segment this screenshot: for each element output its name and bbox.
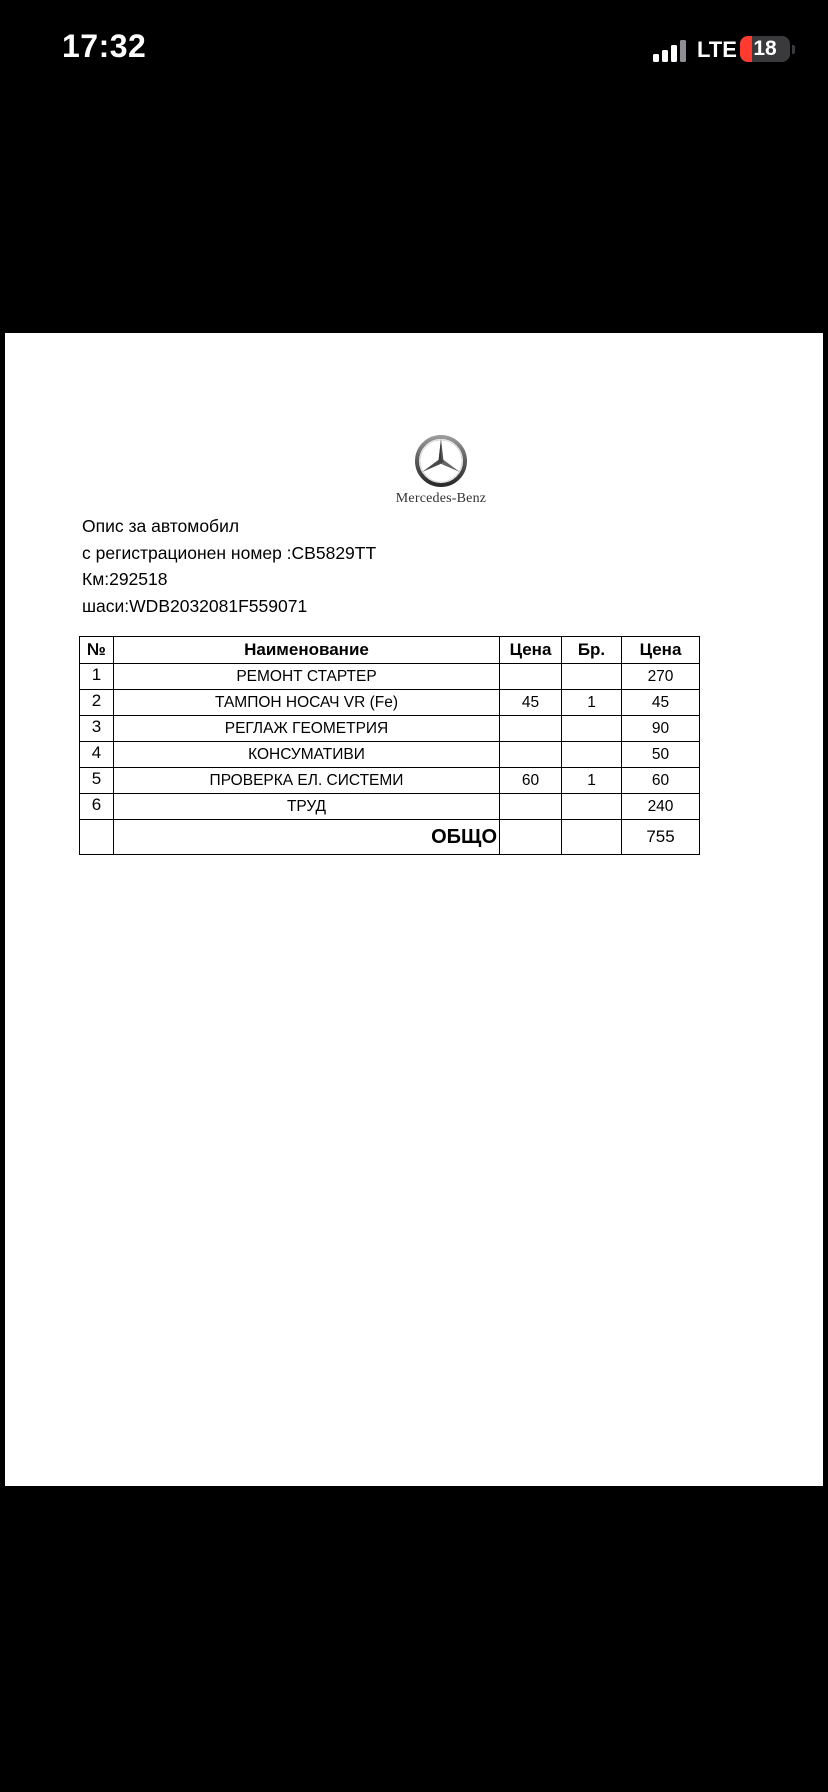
row-quantity	[562, 742, 622, 768]
vehicle-info	[82, 513, 376, 619]
brand-name: Mercedes-Benz	[395, 491, 487, 506]
battery-icon	[740, 36, 790, 62]
row-price	[500, 664, 562, 690]
row-price	[500, 742, 562, 768]
table-row	[80, 768, 700, 794]
row-price: 60	[500, 768, 562, 794]
header-number: №	[80, 637, 114, 664]
table-row	[80, 794, 700, 820]
row-total: 60	[622, 768, 700, 794]
row-total: 50	[622, 742, 700, 768]
total-empty-cell	[500, 820, 562, 855]
row-quantity: 1	[562, 690, 622, 716]
mercedes-star-icon	[406, 433, 476, 489]
row-number: 4	[80, 742, 114, 768]
row-name: ТАМПОН НОСАЧ VR (Fe)	[114, 690, 500, 716]
info-registration: с регистрационен номер :СВ5829ТТ	[82, 542, 377, 563]
table-row	[80, 742, 700, 768]
row-total: 90	[622, 716, 700, 742]
status-bar	[0, 0, 828, 100]
row-quantity	[562, 716, 622, 742]
invoice-table	[79, 636, 700, 855]
row-quantity	[562, 664, 622, 690]
row-quantity: 1	[562, 768, 622, 794]
row-price	[500, 794, 562, 820]
row-name: ТРУД	[114, 794, 500, 820]
row-price: 45	[500, 690, 562, 716]
total-value: 755	[622, 820, 700, 855]
row-quantity	[562, 794, 622, 820]
info-mileage: Км:292518	[82, 569, 168, 589]
row-name: КОНСУМАТИВИ	[114, 742, 500, 768]
row-price	[500, 716, 562, 742]
row-name: РЕМОНТ СТАРТЕР	[114, 664, 500, 690]
table-row	[80, 664, 700, 690]
header-price: Цена	[500, 637, 562, 664]
total-empty-cell	[562, 820, 622, 855]
row-number: 6	[80, 794, 114, 820]
header-total: Цена	[622, 637, 700, 664]
header-quantity: Бр.	[562, 637, 622, 664]
row-number: 2	[80, 690, 114, 716]
status-time: 17:32	[62, 28, 147, 64]
brand-logo	[381, 433, 501, 507]
total-label: ОБЩО	[114, 820, 500, 855]
table-row	[80, 690, 700, 716]
info-title: Опис за автомобил	[82, 516, 240, 536]
row-total: 45	[622, 690, 700, 716]
total-empty-cell	[80, 820, 114, 855]
table-row	[80, 716, 700, 742]
signal-strength-icon	[653, 38, 689, 62]
table-header-row	[80, 637, 700, 664]
network-type: LTE	[697, 37, 737, 62]
document-page	[5, 333, 823, 1486]
info-chassis: шаси:WDB2032081F559071	[82, 595, 308, 616]
row-name: РЕГЛАЖ ГЕОМЕТРИЯ	[114, 716, 500, 742]
row-number: 1	[80, 664, 114, 690]
row-total: 240	[622, 794, 700, 820]
battery-level: 18	[753, 37, 777, 60]
row-name: ПРОВЕРКА ЕЛ. СИСТЕМИ	[114, 768, 500, 794]
header-name: Наименование	[114, 637, 500, 664]
row-number: 5	[80, 768, 114, 794]
battery-cap	[792, 45, 795, 54]
total-row	[80, 820, 700, 855]
row-total: 270	[622, 664, 700, 690]
row-number: 3	[80, 716, 114, 742]
